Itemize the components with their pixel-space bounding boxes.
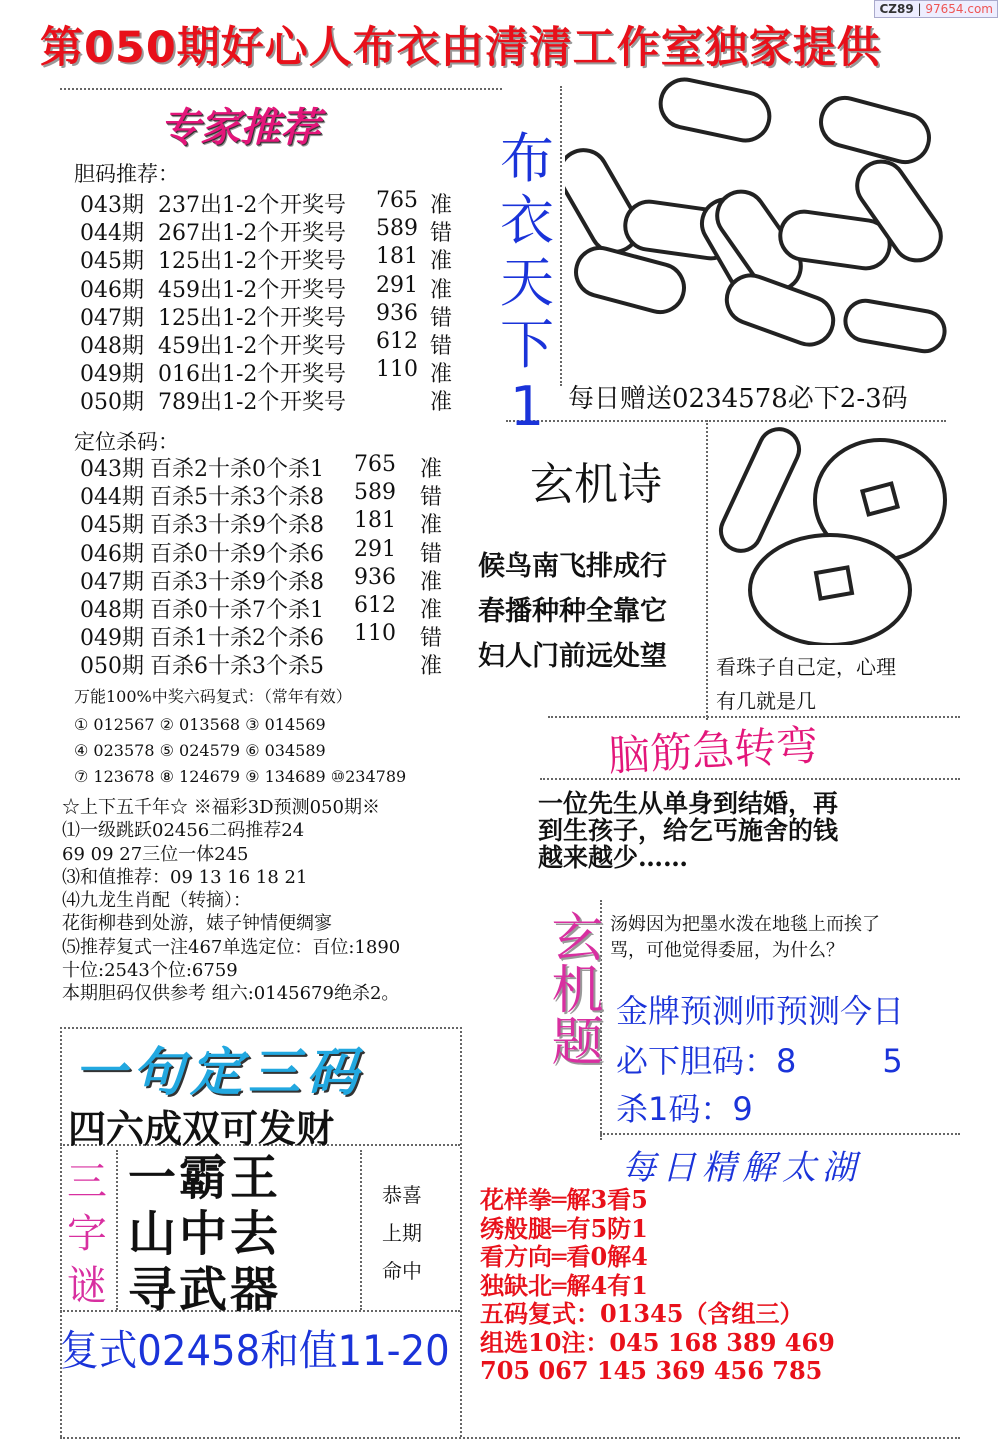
kill-cell: 765	[354, 452, 396, 477]
buyi-char: 衣	[500, 189, 554, 252]
kill-cell: 049期	[80, 626, 144, 652]
dan-label: 胆码推荐：	[74, 162, 179, 186]
dan-cell: 110	[376, 357, 418, 383]
taihu-title: 每日精解太湖	[622, 1148, 862, 1188]
kill-cell: 错	[420, 485, 443, 511]
kill-cell: 050期	[80, 654, 144, 680]
kill-cell: 百杀2十杀0个杀1	[150, 457, 324, 482]
buyi-char: 布	[500, 127, 554, 190]
forecast-line: 69 09 27三位一体245	[62, 843, 249, 865]
poem-title: 玄机诗	[530, 459, 662, 510]
kill-cell: 错	[420, 541, 443, 567]
gold-dan-1: 8	[776, 1042, 797, 1080]
buyi-vertical-title	[492, 128, 562, 438]
riddle-label	[64, 1156, 110, 1312]
dan-cell: 181	[376, 244, 418, 270]
divider	[706, 420, 708, 720]
question-text	[610, 912, 880, 964]
kill-cell: 百杀5十杀3个杀8	[150, 485, 324, 511]
taihu-line: 独缺北═解4有1	[480, 1270, 648, 1300]
dan-cell: 612	[376, 329, 418, 354]
kill-cell: 错	[420, 626, 443, 652]
poem-line: 妇人门前远处望	[478, 641, 667, 672]
taihu-line: 绣般腿═有5防1	[480, 1213, 648, 1243]
brain-title: 脑筋急转弯	[606, 720, 820, 781]
divider	[60, 1027, 462, 1029]
watermark-prefix: CZ89	[879, 2, 914, 16]
dan-cell: 043期	[80, 193, 144, 218]
daily-gift: 每日赠送0234578必下2-3码	[568, 384, 908, 414]
brain-text	[538, 790, 838, 871]
divider	[540, 778, 960, 780]
poem-lines	[478, 544, 667, 679]
dan-cell: 237出1-2个	[158, 193, 280, 218]
riddle-label-char: 谜	[67, 1263, 107, 1309]
brain-line: 到生孩子，给乞丐施舍的钱	[538, 816, 839, 845]
riddle-label-char: 三	[67, 1159, 107, 1205]
forecast-line: ☆上下五千年☆ ※福彩3D预测050期※	[62, 797, 380, 818]
note-line: 看珠子自己定，心理	[716, 655, 896, 679]
divider	[116, 1150, 118, 1310]
dan-cell: 048期	[80, 334, 144, 359]
dan-cell: 044期	[80, 221, 144, 247]
kill-cell: 044期	[80, 485, 144, 511]
taihu-line: 705 067 145 369 456 785	[480, 1356, 823, 1385]
kill-label: 定位杀码：	[74, 430, 179, 454]
divider	[60, 1437, 960, 1439]
forecast-line: 本期胆码仅供参考 组六:0145679绝杀2。	[62, 983, 400, 1005]
kill-cell: 612	[354, 593, 396, 618]
riddle-lines	[128, 1150, 281, 1318]
six-code-line: ① 012567 ② 013568 ③ 014569	[74, 715, 326, 734]
kill-cell: 110	[354, 621, 396, 647]
kill-cell: 046期	[80, 541, 144, 567]
gold-line-2	[616, 1036, 903, 1082]
forecast-line: ⑴一级跳跃02456二码推荐24	[62, 820, 305, 842]
kill-cell: 准	[420, 513, 443, 539]
pillar-drawing-icon	[565, 76, 965, 376]
divider	[506, 420, 946, 422]
dan-cell: 准	[430, 277, 453, 303]
dan-cell: 049期	[80, 362, 144, 388]
dan-cell: 589	[376, 216, 418, 242]
six-code-label: 万能100%中奖六码复式：（常年有效）	[74, 687, 352, 706]
dan-cell: 开奖号	[280, 193, 347, 218]
question-line: 骂，可他觉得委屈，为什么？	[610, 940, 844, 961]
gold-kill-label: 杀1码：	[616, 1090, 733, 1128]
riddle-line: 山中去	[128, 1206, 282, 1262]
gold-dan-2: 5	[882, 1042, 903, 1080]
buyi-char: 1	[509, 375, 545, 438]
dan-cell: 459出1-2个	[158, 334, 280, 359]
oneline-title: 一句定三码	[74, 1043, 365, 1103]
dan-cell: 291	[376, 272, 418, 298]
gold-kill: 9	[732, 1090, 753, 1128]
taihu-line: 看方向═看0解4	[480, 1242, 648, 1271]
forecast-line: ⑶和值推荐：09 13 16 18 21	[62, 866, 308, 888]
site-watermark[interactable]: CZ89 | 97654.com	[874, 0, 998, 18]
riddle-hit-line: 恭喜	[382, 1183, 422, 1207]
poem-note	[716, 650, 896, 718]
oneline-text: 四六成双可发财	[68, 1107, 335, 1151]
dan-cell: 789出1-2个	[158, 390, 280, 416]
kill-cell: 百杀3十杀9个杀8	[150, 513, 324, 539]
kill-cell: 准	[420, 457, 443, 482]
dan-cell: 936	[376, 300, 418, 326]
forecast-line: 十位:2543个位:6759	[62, 960, 238, 982]
dan-cell: 准	[430, 362, 453, 388]
six-code-line: ⑦ 123678 ⑧ 124679 ⑨ 134689 ⑩234789	[74, 767, 407, 786]
dan-cell: 267出1-2个	[158, 221, 280, 247]
dan-cell: 125出1-2个	[158, 305, 280, 331]
kill-cell: 045期	[80, 513, 144, 539]
expert-title: 专家推荐	[160, 105, 320, 151]
dan-cell: 开奖号	[280, 277, 347, 303]
poem-line: 春播种种全靠它	[478, 596, 667, 627]
riddle-line: 一霸王	[128, 1150, 282, 1206]
kill-cell: 百杀0十杀7个杀1	[150, 598, 324, 623]
riddle-hit-line: 上期	[382, 1221, 422, 1245]
dan-cell: 045期	[80, 249, 144, 275]
kill-cell: 936	[354, 564, 396, 590]
kill-cell: 048期	[80, 598, 144, 623]
dan-cell: 开奖号	[280, 305, 347, 331]
taihu-line: 组选10注：045 168 389 469	[480, 1327, 835, 1357]
dan-cell: 开奖号	[280, 334, 347, 359]
kill-cell: 291	[354, 536, 396, 562]
dan-cell: 准	[430, 249, 453, 275]
forecast-line: ⑷九龙生肖配（转摘）：	[62, 890, 251, 912]
brain-line: 越来越少……	[538, 843, 689, 872]
dan-cell: 046期	[80, 277, 144, 303]
divider	[600, 1133, 960, 1135]
dan-cell: 开奖号	[280, 390, 347, 416]
dan-cell: 准	[430, 390, 453, 416]
divider	[360, 1150, 362, 1310]
dan-cell: 125出1-2个	[158, 249, 280, 275]
forecast-line: 花街柳巷到处游，婊子钟情便绸寥	[62, 913, 332, 935]
kill-cell: 047期	[80, 569, 144, 595]
bottom-compound: 复式02458和值11-20	[60, 1326, 450, 1375]
buyi-char: 下	[500, 313, 554, 376]
gold-line-3	[616, 1084, 753, 1130]
riddle-line: 寻武器	[128, 1262, 282, 1318]
dan-cell: 错	[430, 221, 453, 247]
riddle-hit	[382, 1176, 422, 1290]
question-title	[540, 910, 600, 1066]
dan-cell: 047期	[80, 305, 144, 331]
divider	[60, 88, 502, 90]
dan-cell: 准	[430, 193, 453, 218]
coins-drawing-icon	[710, 425, 950, 645]
kill-cell: 589	[354, 480, 396, 506]
dan-cell: 050期	[80, 390, 144, 416]
dan-cell: 错	[430, 305, 453, 331]
note-line: 有几就是几	[716, 689, 816, 713]
dan-cell: 459出1-2个	[158, 277, 280, 303]
question-title-text: 玄机题	[542, 910, 602, 1066]
dan-cell: 开奖号	[280, 221, 347, 247]
gold-line-1: 金牌预测师预测今日	[616, 992, 905, 1030]
taihu-line: 花样拳═解3看5	[480, 1185, 648, 1214]
page-title: 第050期好心人布衣由清清工作室独家提供	[40, 23, 881, 73]
kill-cell: 准	[420, 598, 443, 623]
dan-cell: 开奖号	[280, 249, 347, 275]
riddle-hit-line: 命中	[382, 1259, 422, 1283]
buyi-char: 天	[500, 251, 554, 314]
riddle-label-char: 字	[67, 1211, 107, 1257]
six-code-line: ④ 023578 ⑤ 024579 ⑥ 034589	[74, 741, 326, 760]
dan-cell: 765	[376, 188, 418, 213]
brain-line: 一位先生从单身到结婚，再	[538, 789, 839, 818]
kill-cell: 百杀1十杀2个杀6	[150, 626, 324, 652]
kill-cell: 百杀0十杀9个杀6	[150, 541, 324, 567]
gold-dan-label: 必下胆码：	[616, 1042, 777, 1080]
kill-cell: 181	[354, 508, 396, 534]
six-code-list	[74, 712, 406, 790]
dan-cell: 016出1-2个	[158, 362, 280, 388]
kill-cell: 准	[420, 569, 443, 595]
dan-cell: 错	[430, 334, 453, 359]
dan-cell: 开奖号	[280, 362, 347, 388]
taihu-line: 五码复式：01345（含组三）	[480, 1299, 804, 1328]
watermark-domain: 97654.com	[925, 2, 993, 16]
taihu-lines	[480, 1186, 835, 1386]
kill-cell: 百杀6十杀3个杀5	[150, 654, 324, 680]
divider	[460, 1027, 462, 1437]
kill-cell: 准	[420, 654, 443, 680]
forecast-line: ⑸推荐复式一注467单选定位：百位:1890	[62, 936, 401, 958]
forecast-block	[62, 796, 400, 1006]
kill-cell: 043期	[80, 457, 144, 482]
poem-line: 候鸟南飞排成行	[478, 551, 667, 582]
question-line: 汤姆因为把墨水泼在地毯上而挨了	[610, 914, 880, 935]
kill-cell: 百杀3十杀9个杀8	[150, 569, 324, 595]
